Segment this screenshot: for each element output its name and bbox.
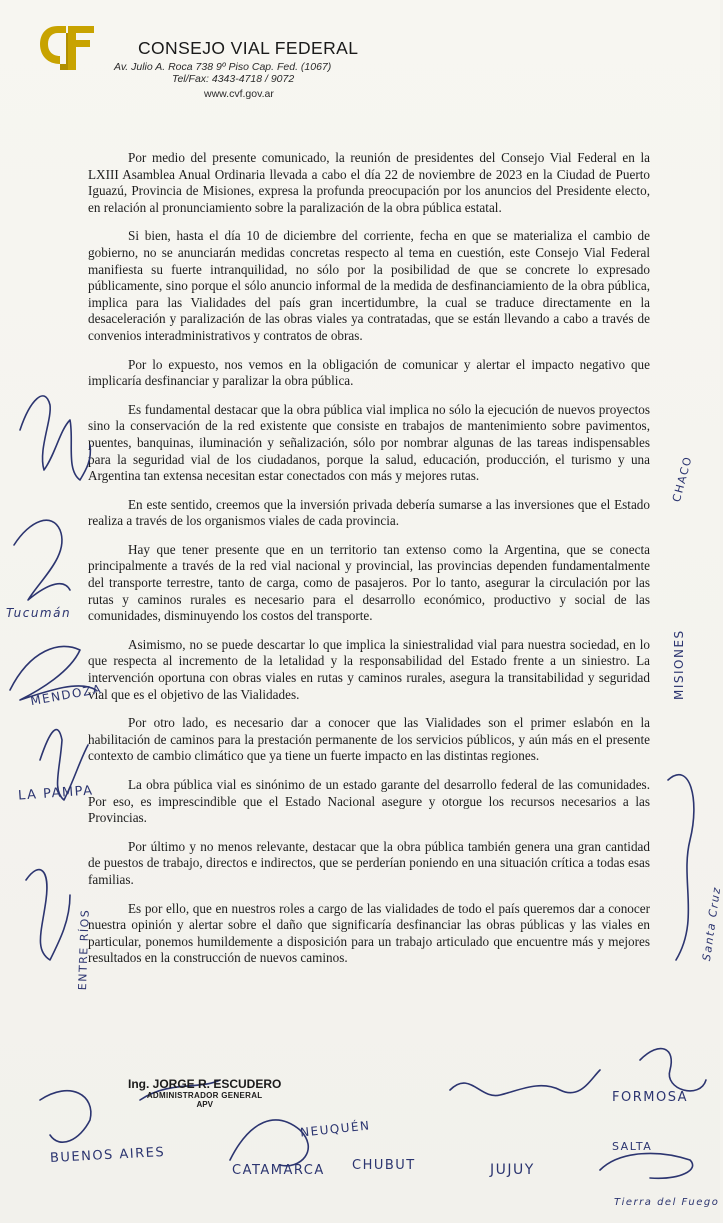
- handwritten-buenos-aires: BUENOS AIRES: [49, 1144, 166, 1167]
- handwritten-chubut: CHUBUT: [352, 1158, 416, 1173]
- signature-bottom-2: [450, 1070, 600, 1096]
- handwritten-catamarca: CATAMARCA: [232, 1163, 325, 1178]
- paragraph-3: Por lo expuesto, nos vemos en la obligación de comunicar y alertar el impacto negativo que implicaría desfinanciar y paralizar la obra pública.: [88, 356, 650, 389]
- signature-bottom-1: [230, 1120, 308, 1166]
- signature-left-2: [14, 520, 70, 600]
- paragraph-6: Hay que tener presente que en un territorio tan extenso como la Argentina, que se conecta principalmente a través de la red vial nacional y provincial, las provincias dependen fundamentalmente del transporte terrestre, tanto de carga, como de pasajeros. Por lo tanto, asegurar la circulación por las rutas y caminos rurales es necesario para el desarrollo económico, productivo y social de las comunidades, disminuyendo los costos del transporte.: [88, 541, 650, 624]
- paragraph-5: En este sentido, creemos que la inversión privada debería sumarse a las inversiones que el Estado realiza a través de los organismos viales de cada provincia.: [88, 496, 650, 529]
- paragraph-1: Por medio del presente comunicado, la reunión de presidentes del Consejo Vial Federal en la LXIII Asamblea Anual Ordinaria llevada a cabo el día 22 de noviembre de 2023 en la Ciudad de Puerto Iguazú, Provincia de Misiones, expresa la profunda preocupación por los anuncios del Presidente electo, en relación al pronunciamiento sobre la paralización de la obra pública estatal.: [88, 150, 650, 215]
- handwritten-tierra-del-fuego: Tierra del Fuego: [614, 1197, 720, 1208]
- handwritten-santa-cruz: Santa Cruz: [700, 885, 723, 962]
- signature-left-6: [40, 1091, 91, 1142]
- paragraph-8: Por otro lado, es necesario dar a conocer que las Vialidades son el primer eslabón en la habilitación de caminos para la prestación permanente de los servicios públicos, y aún más en el presente contexto de cambio climático que ya tiene un fuerte impacto en las distintas regiones.: [88, 715, 650, 764]
- handwritten-chaco: CHACO: [670, 454, 695, 504]
- paragraph-7: Asimismo, no se puede descartar lo que implica la siniestralidad vial para nuestra sociedad, en lo que respecta al incremento de la letalidad y la responsabilidad del Estado frente a un siniestro. La intervención oportuna con obras viales en rutas y caminos rurales, asegura la transitabilidad y seguridad vial que es el objetivo de las Vialidades.: [88, 636, 650, 702]
- cvf-logo: [36, 20, 98, 72]
- handwritten-la-pampa: LA PAMPA: [17, 783, 95, 804]
- handwritten-mendoza: MENDOZA: [29, 681, 104, 709]
- handwritten-jujuy: JUJUY: [490, 1162, 535, 1178]
- signature-right-1: [668, 775, 694, 960]
- handwritten-misiones: MISIONES: [672, 629, 686, 700]
- handwritten-neuquen: NEUQUÉN: [299, 1118, 372, 1140]
- paragraph-11: Es por ello, que en nuestros roles a cargo de las vialidades de todo el país queremos dar a conocer nuestra opinión y alertar sobre el daño que significaría desfinanciar las obras públicas y las viales en particular, ponemos humildemente a disposición para un trabajo articulado que encuentre más y mejores resultados en la construcción de nuevos caminos.: [88, 900, 650, 966]
- handwritten-tucuman: Tucumán: [6, 606, 72, 620]
- handwritten-formosa: FORMOSA: [612, 1090, 689, 1105]
- handwritten-salta: SALTA: [612, 1140, 653, 1153]
- org-phone: Tel/Fax: 4343-4718 / 9072: [172, 73, 295, 85]
- official-stamp: [128, 1077, 281, 1109]
- signature-bottom-3: [600, 1153, 693, 1178]
- communique-body: [88, 150, 650, 979]
- signature-right-2: [640, 1049, 706, 1091]
- org-address: Av. Julio A. Roca 738 9º Piso Cap. Fed. (1067): [114, 61, 332, 73]
- paragraph-9: La obra pública vial es sinónimo de un estado garante del desarrollo federal de las comunidades. Por eso, es imprescindible que el Estado Nacional asegure y otorgue los recursos necesarios a las Provincias.: [88, 777, 650, 826]
- stamp-org: APV: [196, 1100, 213, 1109]
- paragraph-2: Si bien, hasta el día 10 de diciembre del corriente, fecha en que se materializa el cambio de gobierno, no se anunciarán medidas concretas respecto al tema en cuestión, este Consejo Vial Federal manifiesta su fuerte intranquilidad, no sólo por la posibilidad de que se concrete lo expresado públicamente, sino porque el sólo anuncio informal de la medida de desfinanciamiento de la obra pública, implica para las Vialidades del país gran incertidumbre, la cual se traduce directamente en la desaceleración y paralización de las obras viales ya contratadas, que se están llevando a cabo a través de convenios interadministrativos y contratos de obras.: [88, 228, 650, 343]
- signature-left-5: [26, 870, 70, 960]
- org-website: www.cvf.gov.ar: [204, 88, 274, 100]
- paragraph-4: Es fundamental destacar que la obra pública vial implica no sólo la ejecución de nuevos proyectos sino la conservación de la red existente que consiste en trabajos de mantenimiento sobre pavimentos, puentes, banquinas, iluminación y señalización, sólo por nombrar algunas de las tareas indispensables para la seguridad vial de los ciudadanos, porque la salud, educación, producción, el turismo y una Argentina tan extensa necesitan estar conectados con más y mejores rutas.: [88, 401, 650, 484]
- org-name: CONSEJO VIAL FEDERAL: [138, 38, 359, 58]
- paragraph-10: Por último y no menos relevante, destacar que la obra pública también genera una gran cantidad de puestos de trabajo, directos e indirectos, que se perderían poniendo en una situación crítica a todas esas familias.: [88, 838, 650, 887]
- signature-left-1: [20, 396, 90, 480]
- handwritten-entre-rios: ENTRE RÍOS: [76, 908, 92, 991]
- stamp-role: ADMINISTRADOR GENERAL: [146, 1091, 263, 1100]
- stamp-name: Ing. JORGE R. ESCUDERO: [128, 1077, 282, 1091]
